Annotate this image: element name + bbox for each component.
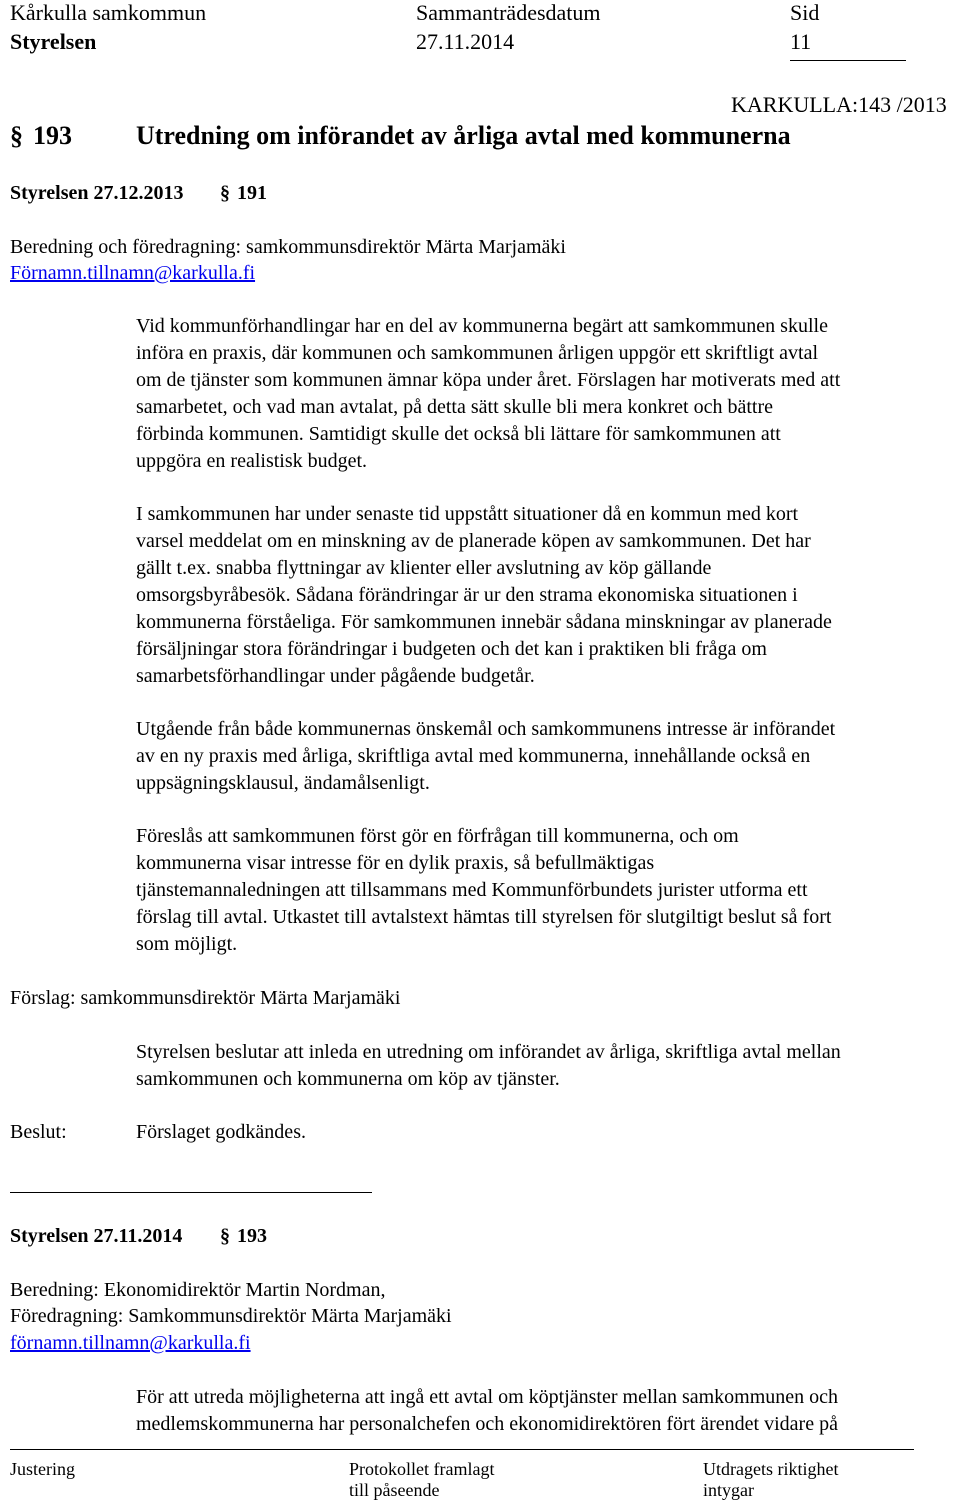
- paragraph-line: samarbetet, och vad man avtalat, på detta sätt skulle bli mera konkret och bättre: [136, 396, 773, 418]
- header-rule: [790, 60, 906, 61]
- decision-label: Beslut:: [10, 1121, 67, 1143]
- paragraph-line: uppgöra en realistisk budget.: [136, 450, 368, 472]
- paragraph-6: [136, 1384, 958, 1438]
- paragraph-line: som möjligt.: [136, 933, 238, 955]
- section-symbol: §: [10, 121, 23, 150]
- paragraph-line: uppsägningsklausul, ändamålsenligt.: [136, 772, 430, 794]
- previous-meeting-label: Styrelsen 27.12.2013: [10, 182, 184, 204]
- paragraph-line: Vid kommunförhandlingar har en del av kommunerna begärt att samkommunen skulle: [136, 315, 828, 337]
- previous-meeting-symbol: §: [220, 182, 230, 204]
- preparation-line-2: Beredning: Ekonomidirektör Martin Nordman,: [10, 1279, 386, 1301]
- footer-certification-label: Utdragets riktighet: [703, 1459, 839, 1479]
- email-link-1[interactable]: Förnamn.tillnamn@karkulla.fi: [10, 262, 256, 284]
- paragraph-line: För att utreda möjligheterna att ingå ett avtal om köptjänster mellan samkommunen och: [136, 1386, 839, 1408]
- presentation-line-2: Föredragning: Samkommunsdirektör Märta Marjamäki: [10, 1305, 452, 1327]
- organization-name: Kårkulla samkommun: [10, 0, 207, 25]
- previous-meeting-number: 191: [237, 182, 267, 204]
- paragraph-line: Utgående från både kommunernas önskemål och samkommunens intresse är införandet: [136, 718, 836, 740]
- footer-justering: Justering: [10, 1459, 75, 1479]
- paragraph-line: kommunerna visar intresse för en dylik praxis, så befullmäktigas: [136, 852, 655, 874]
- paragraph-line: samarbetsförhandlingar under pågående budgetår.: [136, 665, 535, 687]
- decision-text: Förslaget godkändes.: [136, 1121, 306, 1143]
- paragraph-line: samkommunen och kommunerna om köp av tjänster.: [136, 1068, 560, 1090]
- preparation-line: Beredning och föredragning: samkommunsdirektör Märta Marjamäki: [10, 236, 566, 258]
- paragraph-line: I samkommunen har under senaste tid uppstått situationer då en kommun med kort: [136, 503, 799, 525]
- footer-protocol-label-2: till påseende: [349, 1480, 440, 1500]
- board-name: Styrelsen: [10, 29, 97, 54]
- paragraph-line: förslag till avtal. Utkastet till avtalstext hämtas till styrelsen för slutgiltigt beslut så fort: [136, 906, 832, 928]
- separator-rule: [10, 1192, 372, 1193]
- paragraph-line: av en ny praxis med årliga, skriftliga avtal med kommunerna, innehållande också en: [136, 745, 811, 767]
- paragraph-line: försäljningar stora förändringar i budgeten och det kan i praktiken bli fråga om: [136, 638, 767, 660]
- reference-number: KARKULLA:143 /2013: [731, 92, 947, 117]
- footer-rule: [10, 1449, 914, 1450]
- page-number: 11: [790, 29, 812, 54]
- paragraph-line: omsorgsbyråbesök. Sådana förändringar är ur den strama ekonomiska situationen i: [136, 584, 798, 606]
- paragraph-1: [136, 313, 958, 475]
- paragraph-3: [136, 716, 958, 797]
- meeting-date: 27.11.2014: [416, 29, 515, 54]
- email-link-2[interactable]: förnamn.tillnamn@karkulla.fi: [10, 1332, 251, 1354]
- paragraph-line: tjänstemannaledningen att tillsammans med Kommunförbundets jurister utforma ett: [136, 879, 808, 901]
- paragraph-line: varsel meddelat om en minskning av de planerade köpen av samkommunen. Det har: [136, 530, 811, 552]
- paragraph-line: om de tjänster som kommunen ämnar köpa under året. Förslagen har motiverats med att: [136, 369, 841, 391]
- meeting-date-label: Sammanträdesdatum: [416, 0, 601, 25]
- section-title: Utredning om införandet av årliga avtal med kommunerna: [136, 121, 791, 150]
- paragraph-line: gällt t.ex. snabba flyttningar av klienter eller avslutning av köp gällande: [136, 557, 712, 579]
- paragraph-line: medlemskommunerna har personalchefen och ekonomidirektören fört ärendet vidare på: [136, 1413, 838, 1435]
- current-meeting-label: Styrelsen 27.11.2014: [10, 1225, 183, 1247]
- current-meeting-number: 193: [237, 1225, 267, 1247]
- paragraph-2: [136, 501, 958, 690]
- proposal-label: Förslag: samkommunsdirektör Märta Marjamäki: [10, 987, 401, 1009]
- current-meeting-symbol: §: [220, 1225, 230, 1247]
- page-label: Sid: [790, 0, 820, 25]
- proposal-text: [136, 1039, 958, 1093]
- paragraph-line: kommunerna förståeliga. För samkommunen innebär sådana minskningar av planerade: [136, 611, 832, 633]
- paragraph-line: Föreslås att samkommunen först gör en förfrågan till kommunerna, och om: [136, 825, 739, 847]
- paragraph-line: förbinda kommunen. Samtidigt skulle det också bli lättare för samkommunen att: [136, 423, 781, 445]
- footer-protocol-label: Protokollet framlagt: [349, 1459, 495, 1479]
- paragraph-line: Styrelsen beslutar att inleda en utredning om införandet av årliga, skriftliga avtal mellan: [136, 1041, 841, 1063]
- paragraph-4: [136, 823, 958, 958]
- section-number: 193: [33, 121, 72, 150]
- footer-certification-label-2: intygar: [703, 1480, 754, 1500]
- paragraph-line: införa en praxis, där kommunen och samkommunen årligen uppgör ett skriftligt avtal: [136, 342, 819, 364]
